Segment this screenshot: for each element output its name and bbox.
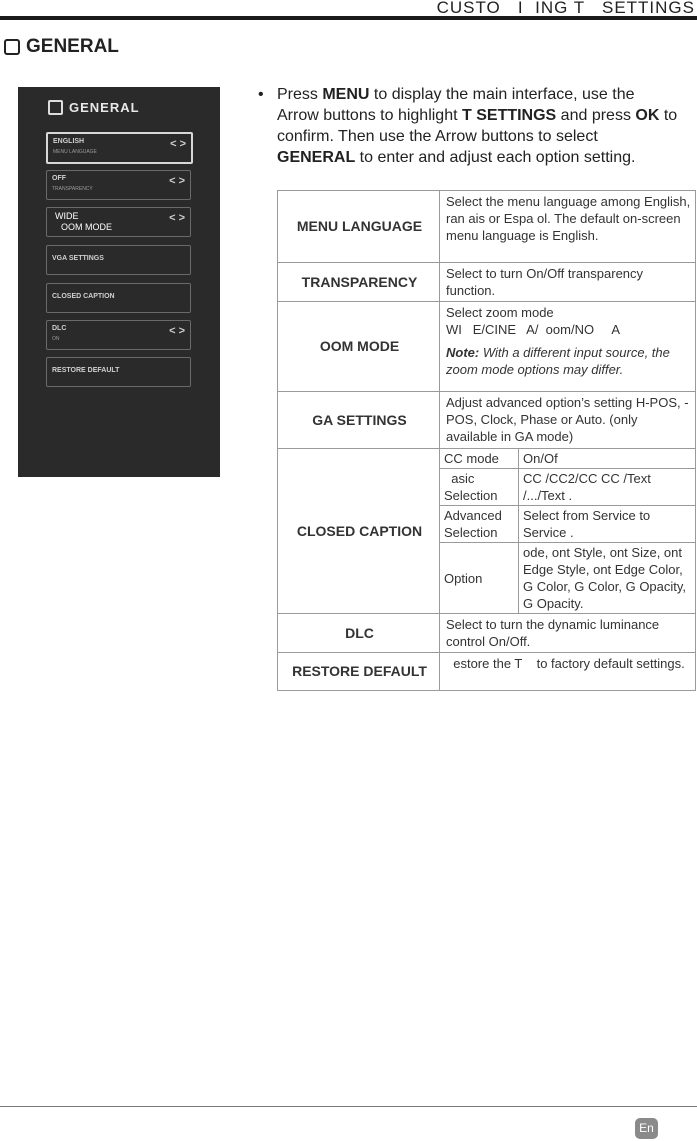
row-desc: [440, 449, 696, 614]
subtable-row: CC mode On/Of: [440, 449, 695, 469]
section-checkbox-icon: [4, 39, 20, 55]
row-desc: Adjust advanced option’s setting H-POS, -POS, Clock, Phase or Auto. (only available in GA mode): [440, 392, 696, 449]
table-row: [278, 653, 696, 691]
subtable-row: asic Selection CC /CC2/CC CC /Text /.../Text .: [440, 469, 695, 506]
subtable-row: Advanced Selection Select from Service to Service .: [440, 506, 695, 543]
tv-menu-item-restore: RESTORE DEFAULT: [46, 357, 191, 387]
table-row: [278, 263, 696, 302]
tv-zoom-label: OOM MODE: [61, 222, 112, 232]
tv-menu-item-closed-caption: CLOSED CAPTION: [46, 283, 191, 313]
table-row: [278, 614, 696, 653]
settings-key: T SETTINGS: [462, 107, 557, 124]
row-name: OOM MODE: [278, 302, 440, 392]
row-desc: Select zoom mode WI E/CINE A/ oom/NO A Note: With a different input source, the zoom mode options may differ.: [440, 302, 696, 392]
row-name: CLOSED CAPTION: [278, 449, 440, 614]
tv-menu-title: GENERAL: [48, 100, 140, 115]
bullet-dot: •: [258, 86, 264, 103]
arrows-icon: < >: [169, 325, 185, 337]
closed-caption-subtable: [440, 449, 695, 613]
arrows-icon: < >: [169, 212, 185, 224]
section-title-text: GENERAL: [26, 36, 119, 57]
arrows-icon: < >: [170, 138, 186, 150]
subtable-row: Option ode, ont Style, ont Size, ont Edge Style, ont Edge Color, G Color, G Color, G Opacity, G Opacity.: [440, 543, 695, 614]
tv-menu-screenshot: [18, 87, 220, 477]
tv-menu-item-vga: VGA SETTINGS: [46, 245, 191, 275]
general-key: GENERAL: [277, 149, 356, 166]
row-name: DLC: [278, 614, 440, 653]
section-title: [4, 36, 119, 58]
row-name: GA SETTINGS: [278, 392, 440, 449]
footer-rule: [0, 1106, 697, 1107]
tv-menu-square-icon: [48, 100, 63, 115]
tv-menu-item-language: ENGLISH MENU LANGUAGE < >: [46, 132, 193, 164]
menu-key: MENU: [322, 86, 370, 103]
language-badge: En: [635, 1118, 658, 1139]
row-desc: Select the menu language among English, ran ais or Espa ol. The default on-screen menu language is English.: [440, 191, 696, 263]
table-row: [278, 392, 696, 449]
row-name: MENU LANGUAGE: [278, 191, 440, 263]
tv-menu-item-dlc: DLC ON < >: [46, 320, 191, 350]
row-name: RESTORE DEFAULT: [278, 653, 440, 691]
tv-menu-item-transparency: OFF TRANSPARENCY < >: [46, 170, 191, 200]
ok-key: OK: [635, 107, 660, 124]
page-header-title: CUSTO I ING T SETTINGS: [436, 0, 695, 17]
row-desc: Select to turn the dynamic luminance control On/Off.: [440, 614, 696, 653]
intro-paragraph: • Press MENU to display the main interface, use the Arrow buttons to highlight T SETTINGS and press OK to confirm. Then use the Arrow buttons to select GENERAL to enter and adjust each option setting.: [258, 86, 678, 166]
table-row: [278, 302, 696, 392]
tv-zoom-value: WIDE: [55, 211, 79, 221]
row-name: TRANSPARENCY: [278, 263, 440, 302]
table-row: [278, 449, 696, 614]
row-desc: estore the T to factory default settings.: [440, 653, 696, 691]
row-desc: Select to turn On/Off transparency function.: [440, 263, 696, 302]
arrows-icon: < >: [169, 175, 185, 187]
table-row: [278, 191, 696, 263]
zoom-note: Note: With a different input source, the zoom mode options may differ.: [446, 345, 670, 377]
settings-table: [277, 190, 696, 691]
